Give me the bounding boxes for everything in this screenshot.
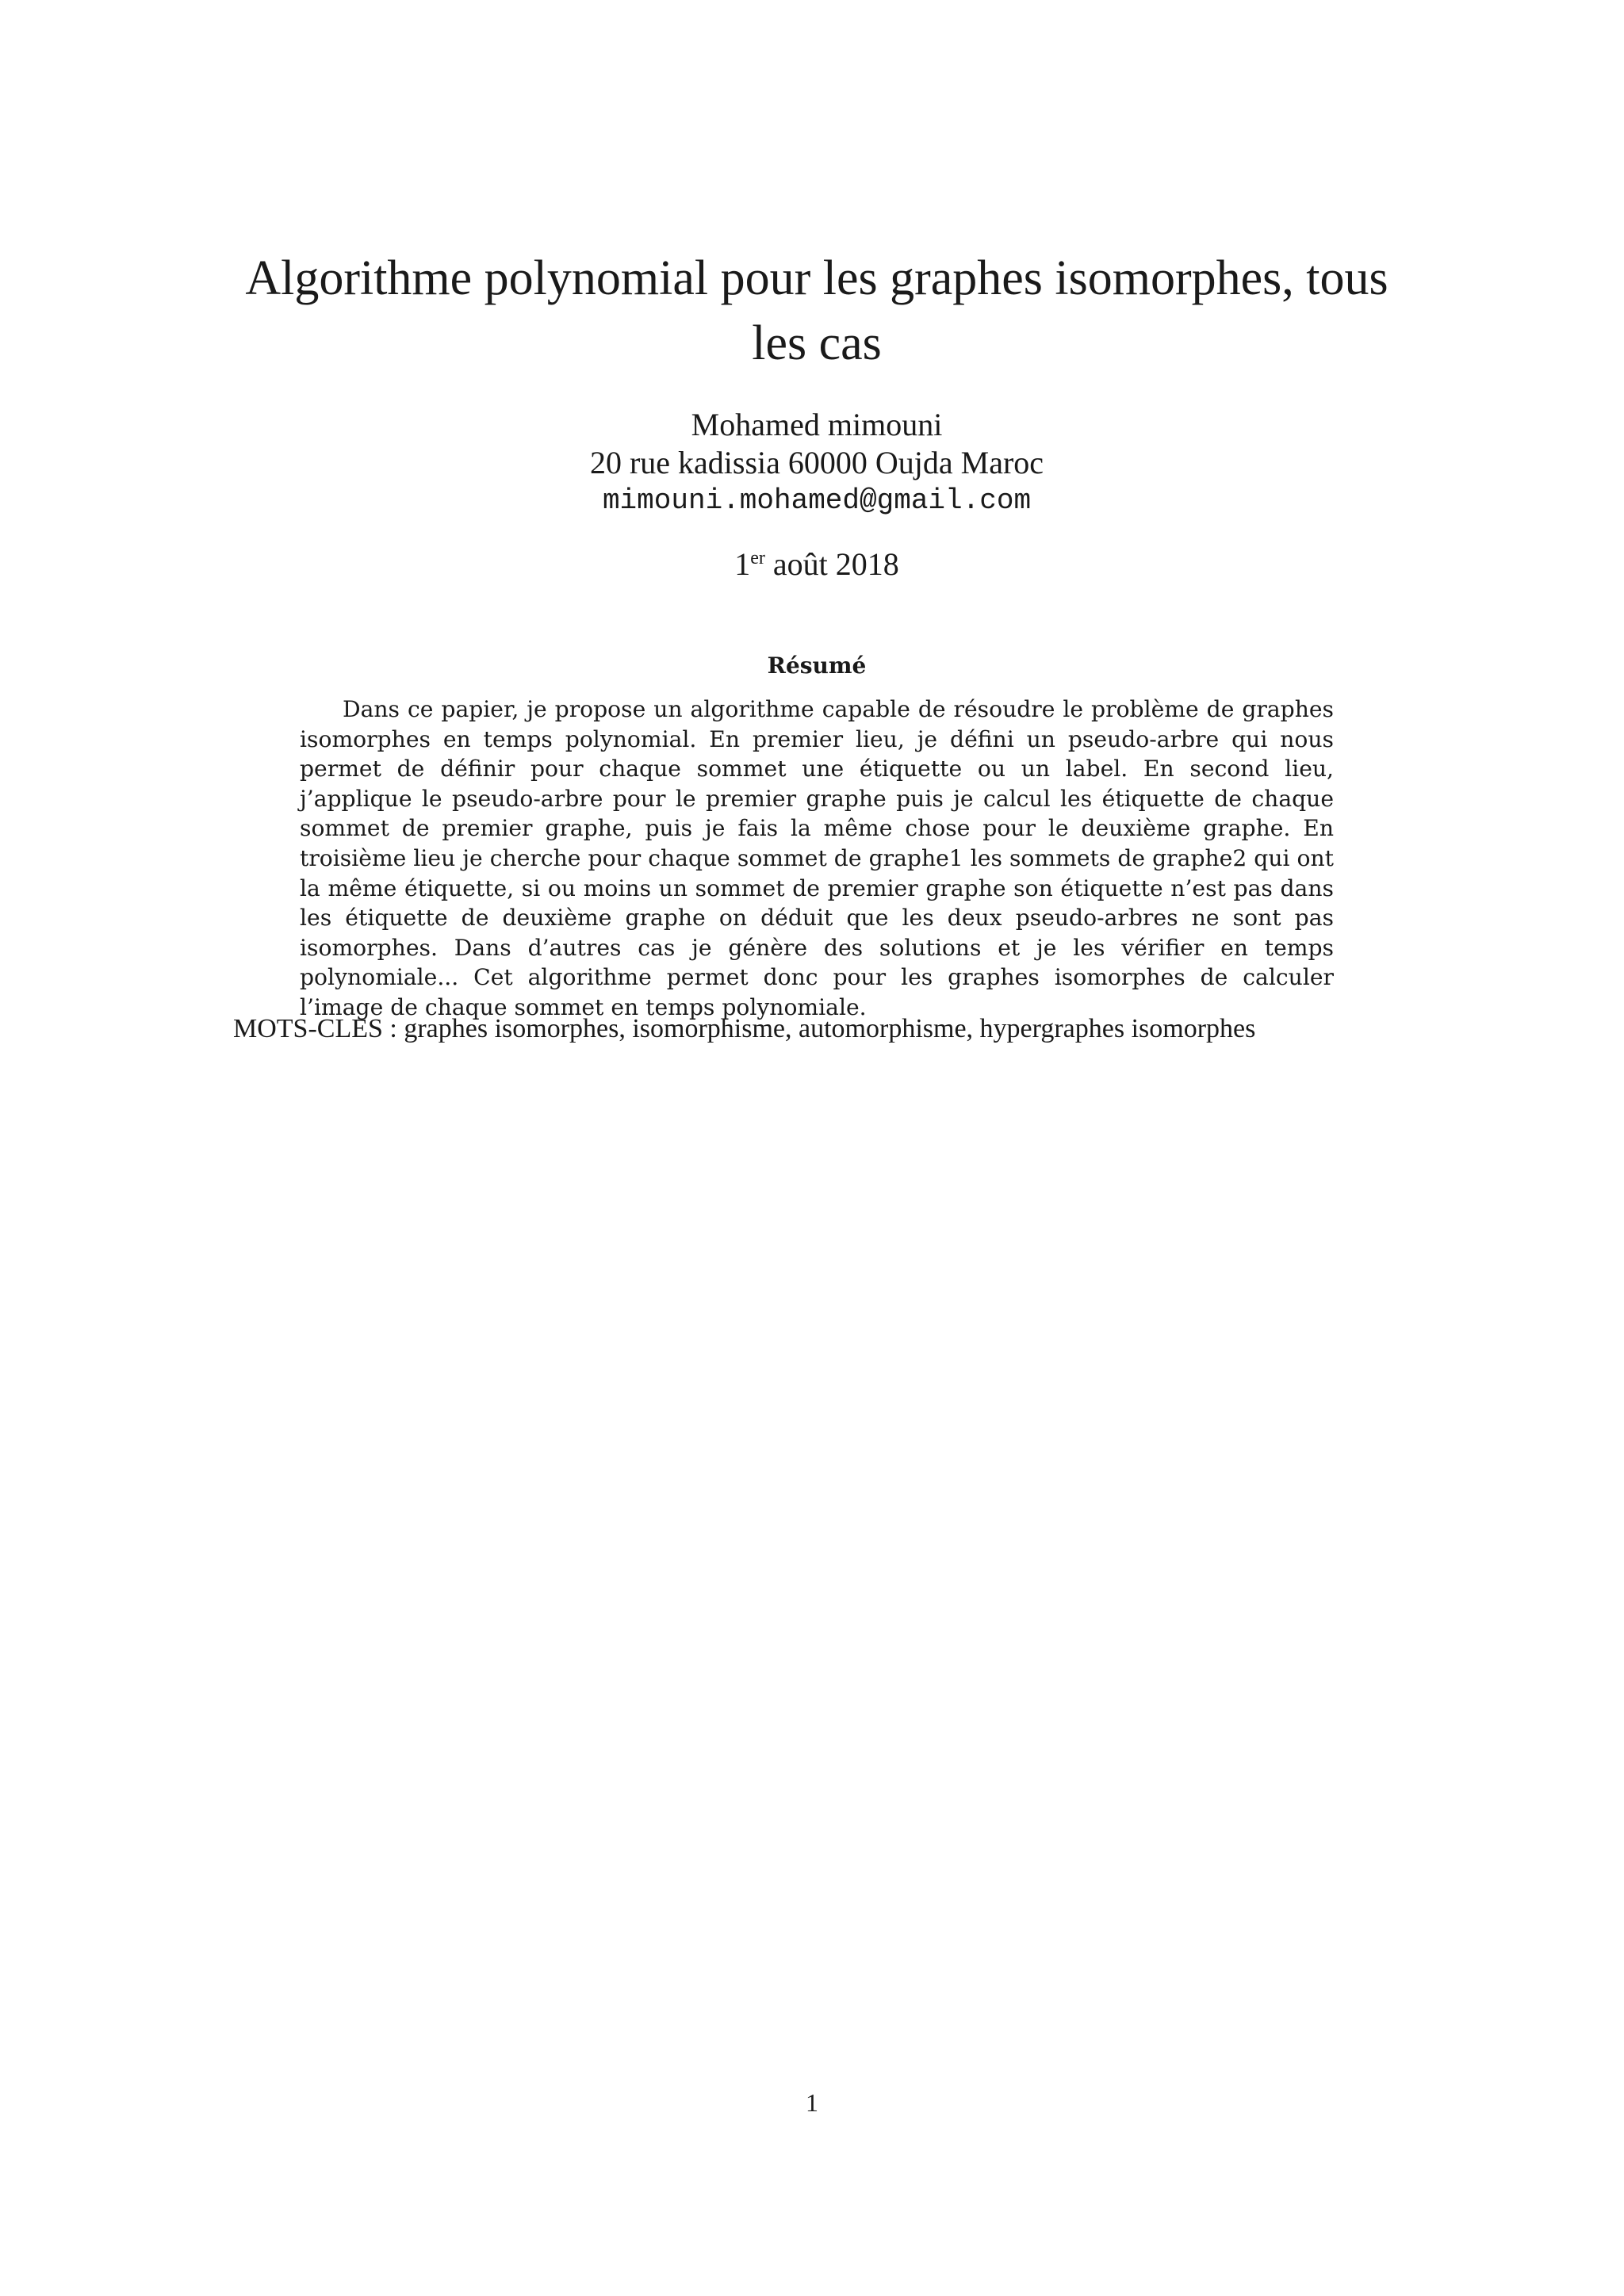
- author-address: 20 rue kadissia 60000 Oujda Maroc: [589, 445, 1044, 480]
- date-month-year: août 2018: [764, 546, 899, 582]
- page-number: 1: [806, 2088, 818, 2117]
- date-day: 1: [734, 546, 751, 582]
- abstract-text: Dans ce papier, je propose un algorithme capable de résoudre le problème de graphes isomorphes en temps polynomial. En premier lieu, je défini un pseudo-arbre qui nous permet de définir pour chaque sommet une étiquette ou un label. En second lieu, j’applique le pseudo-arbre pour le premier graphe puis je calcul les étiquette de chaque sommet de premier graphe, puis je fais la même chose pour le deuxième graphe. En troisième lieu je cherche pour chaque sommet de graphe1 les sommets de graphe2 qui ont la même étiquette, si ou moins un sommet de premier graphe son étiquette n’est pas dans les étiquette de deuxième graphe on déduit que les deux pseudo-arbres ne sont pas isomorphes. Dans d’autres cas je génère des solutions et je les vérifier en temps polynomiale... Cet algorithme permet donc pour les graphes isomorphes de calculer l’image de chaque sommet en temps polynomiale.: [300, 696, 1334, 1020]
- author-name: Mohamed mimouni: [691, 407, 943, 442]
- abstract-heading: Résumé: [767, 652, 867, 679]
- author-email: mimouni.mohamed@gmail.com: [602, 484, 1032, 517]
- date-superscript: er: [750, 548, 765, 568]
- keywords: MOTS-CLES : graphes isomorphes, isomorphisme, automorphisme, hypergraphes isomorphes: [233, 1014, 1256, 1043]
- author-block: [214, 406, 1419, 520]
- paper-title: Algorithme polynomial pour les graphes isomorphes, tous les cas: [245, 251, 1388, 370]
- paper-date: [214, 545, 1419, 584]
